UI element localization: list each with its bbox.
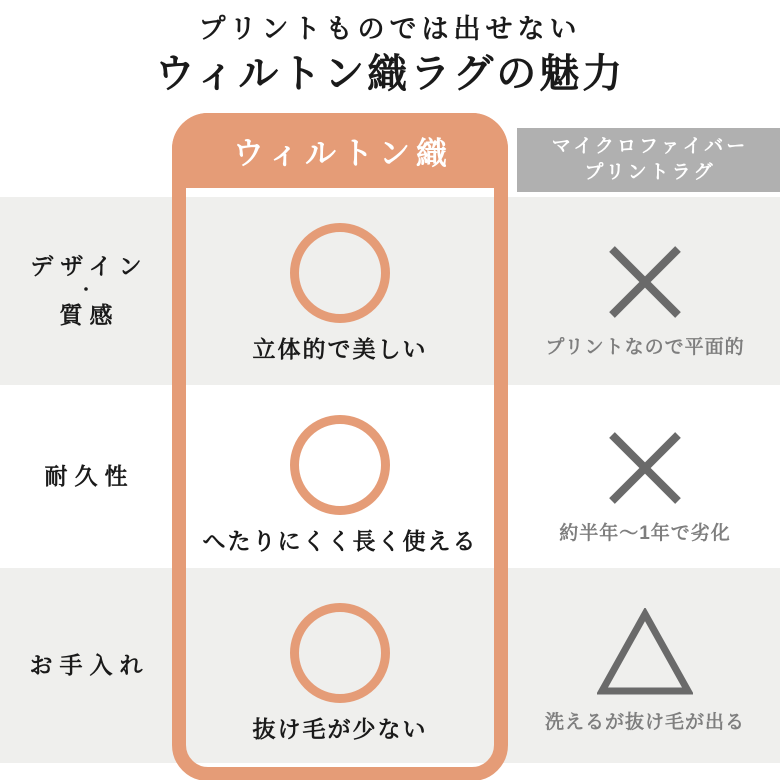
- wilton-cell-text: 立体的で美しい: [252, 336, 428, 362]
- cross-bad-icon: [606, 243, 684, 321]
- row-label-durability: [0, 385, 172, 568]
- wilton-cell-durability: [190, 415, 490, 555]
- microfiber-header-line1: マイクロファイバー: [551, 136, 749, 157]
- circle-good-icon: [290, 415, 390, 515]
- row-label-line: お手入れ: [29, 652, 150, 678]
- wilton-header-label: ウィルトン織: [232, 136, 454, 171]
- microfiber-header-line2: プリントラグ: [584, 162, 716, 183]
- row-label-line: 耐久性: [44, 463, 135, 489]
- microfiber-cell-text: プリントなので平面的: [545, 337, 745, 358]
- row-label-line: デザイン: [30, 253, 149, 279]
- row-label-design-texture: [0, 197, 172, 385]
- wilton-cell-care: [190, 603, 490, 743]
- microfiber-column-header: [517, 128, 780, 192]
- circle-good-icon: [290, 603, 390, 703]
- wilton-cell-text: 抜け毛が少ない: [252, 716, 428, 742]
- microfiber-cell-durability: [510, 429, 780, 547]
- wilton-cell-text: へたりにくく長く使える: [202, 528, 478, 554]
- microfiber-cell-text: 約半年〜1年で劣化: [559, 523, 731, 544]
- wilton-column-header: [172, 113, 508, 188]
- page-subtitle: プリントものでは出せない: [198, 14, 582, 44]
- row-label-line: 質感: [59, 302, 120, 328]
- circle-good-icon: [290, 223, 390, 323]
- triangle-fair-icon: [597, 608, 693, 696]
- microfiber-cell-care: [510, 608, 780, 736]
- microfiber-cell-text: 洗えるが抜け毛が出る: [544, 712, 745, 733]
- wilton-cell-design: [190, 223, 490, 363]
- row-label-separator: ・: [77, 282, 101, 299]
- cross-bad-icon: [606, 429, 684, 507]
- microfiber-cell-design: [510, 243, 780, 361]
- page-title: ウィルトン織ラグの魅力: [154, 52, 626, 96]
- title-block: [0, 10, 780, 100]
- row-label-care: [0, 568, 172, 763]
